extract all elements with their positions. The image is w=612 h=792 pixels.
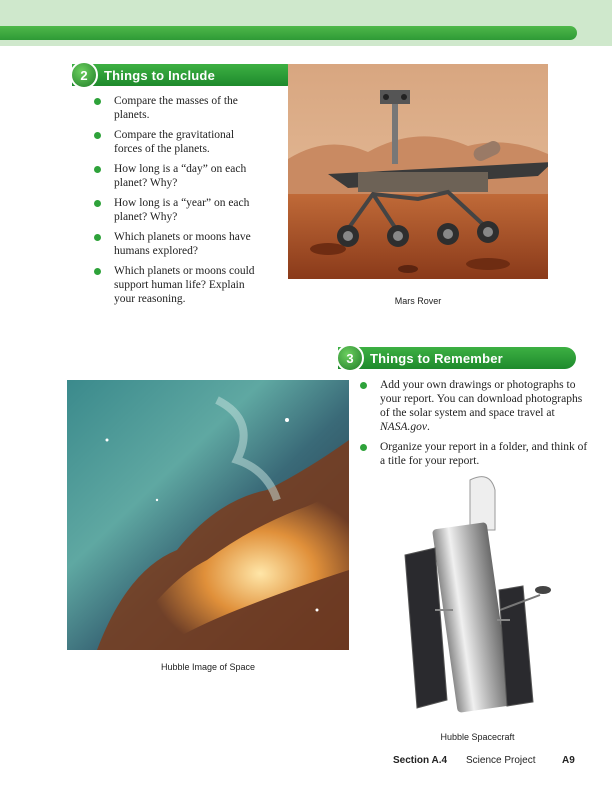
footer-section: Section A.4 [393,755,448,766]
hubble-spacecraft-photo [395,470,560,718]
mars-rover-caption: Mars Rover [394,296,442,306]
list-item: Which planets or moons have humans explored? [92,230,262,258]
hubble-spacecraft-caption: Hubble Spacecraft [440,732,515,742]
nebula-illustration [67,380,349,650]
list-item: Compare the masses of the planets. [92,94,262,122]
list-item: How long is a “day” on each planet? Why? [92,162,262,190]
section-2-number: 2 [70,61,98,89]
spacecraft-illustration [395,470,560,718]
list-item: Which planets or moons could support human life? Explain your reasoning. [92,264,262,306]
page-footer [0,755,612,769]
list-item: Organize your report in a folder, and think of a title for your report. [358,440,594,468]
page-number: A9 [562,755,575,766]
section-3-header [338,347,576,369]
list-item: How long is a “year” on each planet? Why? [92,196,262,224]
hubble-space-image [67,380,349,650]
mars-rover-photo [288,64,548,279]
top-bar [0,26,577,40]
hubble-image-caption: Hubble Image of Space [160,662,256,672]
nasa-link-text: NASA.gov [380,421,427,433]
section-2-header [72,64,298,86]
section-2-title: Things to Include [104,67,216,83]
section-3-number: 3 [336,344,364,372]
section-3-title: Things to Remember [370,350,503,366]
section-3-list [358,378,594,474]
list-item: Add your own drawings or photographs to your report. You can download photographs of the solar system and space travel at NASA.gov. [358,378,594,434]
section-2-list [92,94,262,312]
footer-title: Science Project [466,755,536,766]
list-item: Compare the gravitational forces of the planets. [92,128,262,156]
mars-rover-illustration [288,64,548,279]
